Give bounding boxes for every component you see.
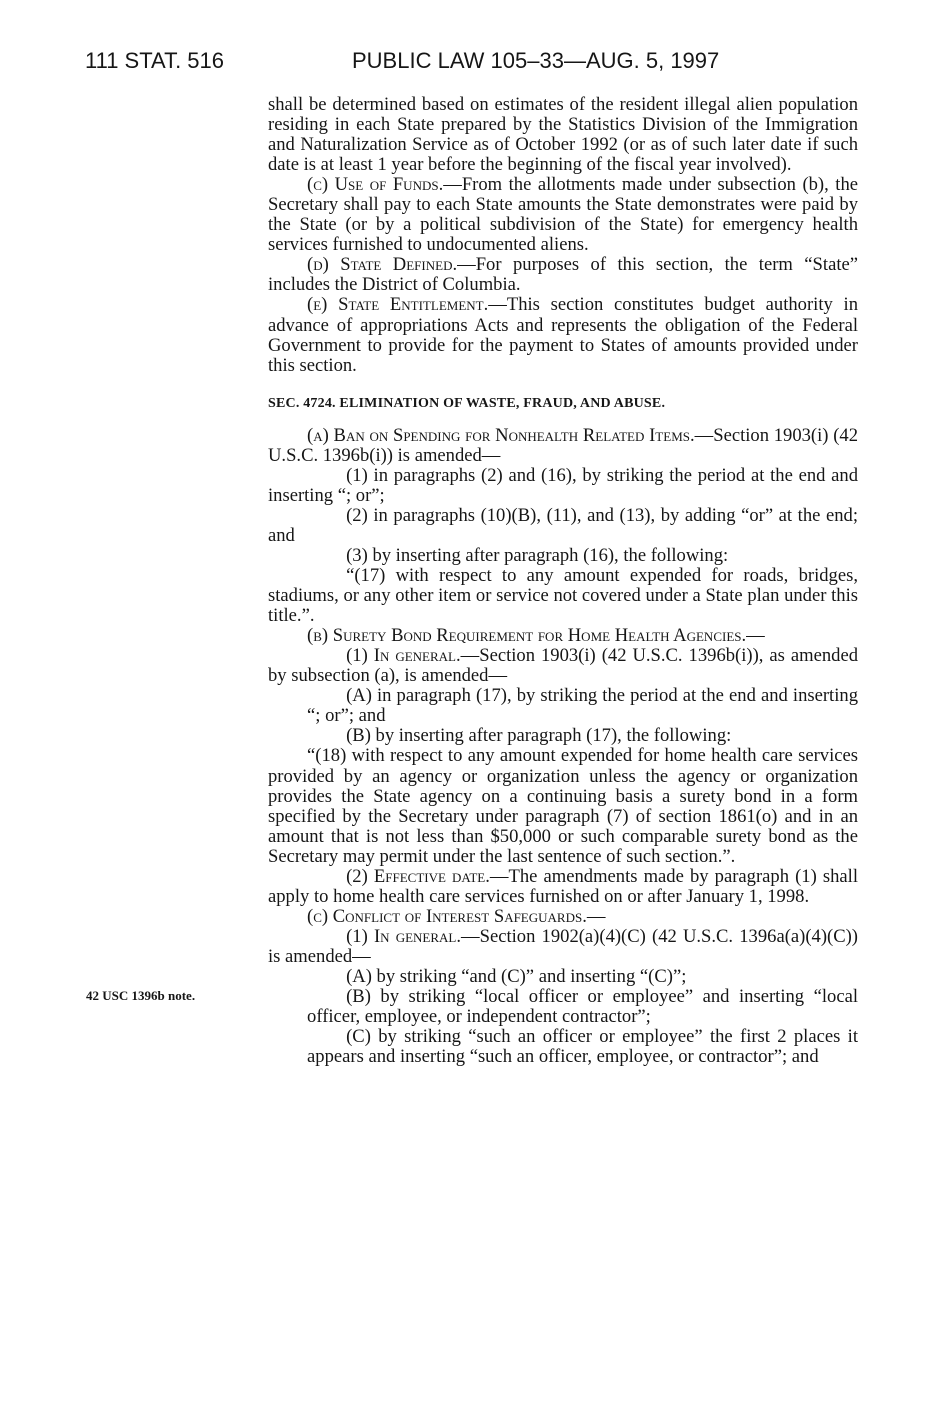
quoted-paragraph-17: “(17) with respect to any amount expended for roads, bridges, stadiums, or any other item or service not covered under a State plan under this title.”. [268,565,858,627]
subsection-b-surety-bond [218,626,858,646]
paragraph-a3: (3) by inserting after paragraph (16), the following: [346,544,729,566]
subsection-text: —Section 1903(i) (42 U.S.C. 1396b(i)) is amended— [268,424,859,466]
paragraph-text: —Section 1902(a)(4)(C) (42 U.S.C. 1396a(a)(4)(C)) is amended— [268,925,858,967]
running-title: PUBLIC LAW 105–33—AUG. 5, 1997 [352,48,720,73]
subsection-text: —This section constitutes budget authority in advance of appropriations Acts and represents the obligation of the Federal Government to provide for the payment to States of amounts provided under this section. [268,294,858,376]
paragraph-b1 [268,646,858,686]
subsection-heading: (d) State Defined. [307,254,458,276]
subsection-c-conflict-of-interest [268,907,858,927]
paragraph-b2 [268,867,858,907]
running-header [0,48,949,78]
subsection-d-state-defined [268,255,858,295]
paragraph-heading: (1) In general. [346,925,462,947]
paragraph-heading: (2) Effective date. [346,865,490,887]
paragraph-a2: (2) in paragraphs (10)(B), (11), and (13), by adding “or” at the end; and [268,504,858,546]
paragraph-a1: (1) in paragraphs (2) and (16), by striking the period at the end and inserting “; or”; [268,464,858,506]
paragraph: shall be determined based on estimates of the resident illegal alien population residing in each State prepared by the Statistics Division of the Immigration and Naturalization Service as of October 1992 (or as of such later date if such date is at least 1 year before the beginning of the fiscal year involved). [268,94,858,176]
subsection-heading: (e) State Entitlement. [307,294,489,316]
subsection-a-ban-on-spending [268,426,858,466]
subparagraph-b1b: (B) by inserting after paragraph (17), the following: [346,725,732,747]
subsection-heading: (b) Surety Bond Requirement for Home Health Agencies. [307,625,747,647]
subsection-heading: (a) Ban on Spending for Nonhealth Related Items. [307,424,695,446]
subsection-text: — [586,905,606,927]
body-text [268,95,858,1067]
margin-note: 42 USC 1396b note. [86,988,196,1003]
paragraph-text: —Section 1903(i) (42 U.S.C. 1396b(i)), as amended by subsection (a), is amended— [268,645,858,687]
subparagraph-b1a: (A) in paragraph (17), by striking the period at the end and inserting “; or”; and [307,685,858,727]
quoted-paragraph-18: “(18) with respect to any amount expended for home health care services provided by an agency or organization unless the agency or organization provides the State agency on a continuing basis a surety bond in a form specified by the Secretary under paragraph (7) of section 1861(o) and in an amount that is not less than $50,000 or such comparable surety bond as the Secretary may permit under the last sentence of such section.”. [268,745,858,867]
paragraph-c1 [268,927,858,967]
subsection-text: — [746,625,765,647]
paragraph-heading: (1) In general. [346,645,461,667]
subsection-c-use-of-funds [268,175,858,255]
subsection-text: —From the allotments made under subsection (b), the Secretary shall pay to each State amounts the State demonstrates were paid by the State (or by a political subdivision of the State) for emergency health services furnished to undocumented aliens. [268,174,858,256]
subparagraph-c1c: (C) by striking “such an officer or employee” the first 2 places it appears and inserting “such an officer, employee, or contractor”; and [307,1026,858,1068]
subsection-heading: (c) Use of Funds. [307,174,444,196]
page-number: 111 STAT. 516 [85,48,225,73]
section-heading: SEC. 4724. ELIMINATION OF WASTE, FRAUD, AND ABUSE. [268,395,666,411]
subsection-heading: (c) Conflict of Interest Safeguards. [307,905,587,927]
subsection-e-state-entitlement [268,295,858,375]
subparagraph-c1a: (A) by striking “and (C)” and inserting “(C)”; [346,965,687,987]
paragraph-text: —The amendments made by paragraph (1) shall apply to home health care services furnished on or after January 1, 1998. [268,865,859,907]
subparagraph-c1b: (B) by striking “local officer or employee” and inserting “local officer, employee, or independent contractor”; [307,986,858,1028]
subsection-text: —For purposes of this section, the term “State” includes the District of Columbia. [268,254,858,296]
